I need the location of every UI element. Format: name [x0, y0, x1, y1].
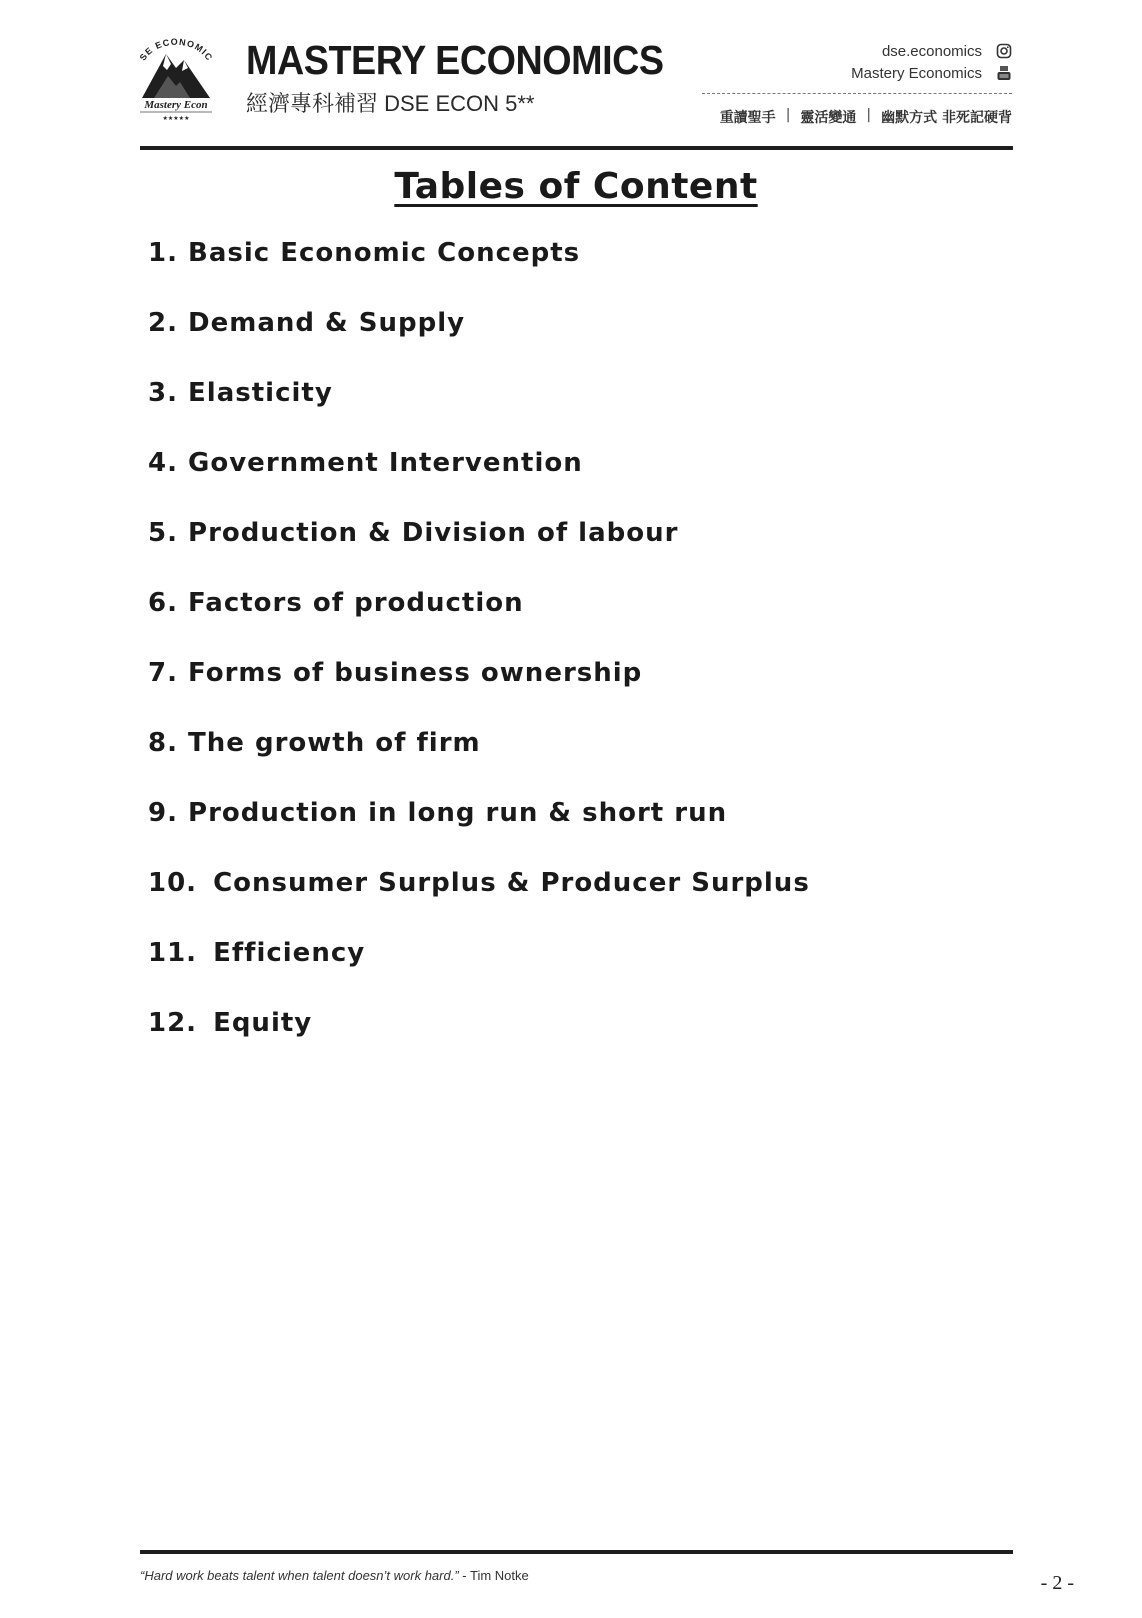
toc-item-number: 3. — [148, 378, 178, 408]
header-dashed-divider — [702, 93, 1012, 94]
toc-item-label: Production in long run & short run — [188, 798, 728, 828]
toc-item-number: 11. — [148, 938, 198, 968]
toc-item-label: Factors of production — [188, 588, 524, 618]
toc-item-number: 9. — [148, 798, 178, 828]
toc-item-number: 4. — [148, 448, 178, 478]
youtube-channel: Mastery Economics — [851, 64, 982, 82]
toc-item-label: Basic Economic Concepts — [188, 238, 581, 268]
social-instagram[interactable] — [851, 40, 1012, 62]
logo-arc-text: SE ECONOMIC — [137, 36, 215, 63]
toc-item-number: 6. — [148, 588, 178, 618]
slogan-1: 重讀聖手 — [719, 110, 776, 126]
brand-block — [246, 36, 700, 118]
mastery-econ-logo — [136, 36, 216, 122]
toc-item — [148, 936, 810, 1006]
toc-item — [148, 236, 810, 306]
footer-quote — [140, 1568, 529, 1583]
mountain-logo-icon — [136, 36, 216, 122]
toc-item-number: 12. — [148, 1008, 198, 1038]
toc-item-label: Consumer Surplus & Producer Surplus — [213, 868, 810, 898]
footer-rule — [140, 1550, 1013, 1554]
toc-title-text: Tables of Content — [394, 166, 758, 207]
toc-item-label: Equity — [213, 1008, 313, 1038]
toc-item-label: Government Intervention — [188, 448, 583, 478]
toc-item-label: The growth of firm — [188, 728, 481, 758]
social-links — [851, 40, 1012, 84]
brand-subtitle: 經濟專科補習 DSE ECON 5** — [246, 91, 535, 116]
quote-author: - Tim Notke — [458, 1568, 529, 1583]
slogan-2: 靈活變通 — [800, 110, 857, 126]
toc-item-number: 2. — [148, 308, 178, 338]
instagram-icon — [996, 43, 1012, 59]
toc-item-number: 7. — [148, 658, 178, 688]
instagram-handle: dse.economics — [881, 42, 982, 60]
youtube-icon — [996, 65, 1012, 81]
toc-item-label: Demand & Supply — [188, 308, 466, 338]
social-youtube[interactable] — [851, 62, 1012, 84]
toc-item-number: 8. — [148, 728, 178, 758]
slogan-separator: | — [866, 107, 872, 123]
toc-item — [148, 726, 810, 796]
toc-title — [0, 166, 1142, 207]
toc-item — [148, 446, 810, 516]
slogan-separator: | — [785, 107, 791, 123]
toc-item-label: Elasticity — [188, 378, 333, 408]
slogans — [720, 107, 1012, 127]
toc-item-number: 1. — [148, 238, 178, 268]
toc-item-label: Efficiency — [213, 938, 366, 968]
toc-item — [148, 656, 810, 726]
toc-list — [148, 236, 810, 1076]
toc-item — [148, 376, 810, 446]
toc-item — [148, 306, 810, 376]
logo-script-text: Mastery Econ — [144, 99, 208, 111]
svg-text:DSE ECONOMICS — [136, 36, 215, 63]
toc-item-label: Forms of business ownership — [188, 658, 643, 688]
toc-item-number: 10. — [148, 868, 198, 898]
toc-item — [148, 1006, 810, 1076]
slogan-3: 幽默方式 非死記硬背 — [881, 110, 1012, 126]
quote-text: “Hard work beats talent when talent doesn’t work hard.” — [140, 1568, 459, 1583]
header-rule — [140, 146, 1013, 150]
logo-stars: ★★★★★ — [162, 115, 190, 122]
toc-item-label: Production & Division of labour — [188, 518, 679, 548]
brand-name: MASTERY ECONOMICS — [246, 37, 664, 83]
toc-item — [148, 586, 810, 656]
toc-item — [148, 866, 810, 936]
toc-item-number: 5. — [148, 518, 178, 548]
toc-item — [148, 796, 810, 866]
toc-item — [148, 516, 810, 586]
page-number: - 2 - — [1040, 1572, 1074, 1594]
